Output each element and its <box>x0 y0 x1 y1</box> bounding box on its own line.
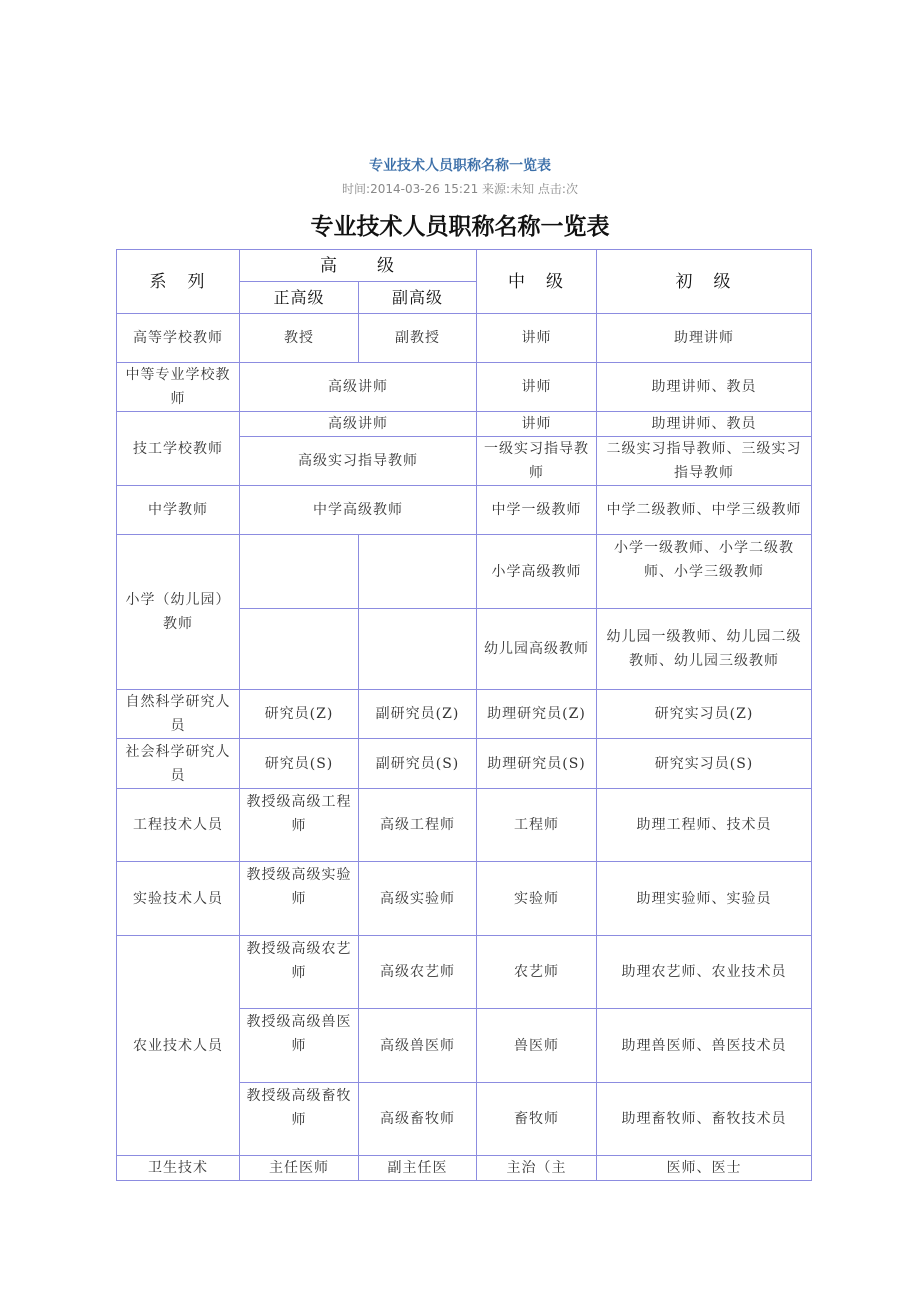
middle-cell: 一级实习指导教师 <box>477 437 597 486</box>
series-cell: 小学（幼儿园）教师 <box>117 535 240 690</box>
middle-cell: 工程师 <box>477 789 597 862</box>
full-senior-cell: 教授级高级兽医师 <box>240 1009 359 1083</box>
table-row <box>117 789 812 862</box>
series-cell: 社会科学研究人员 <box>117 739 240 789</box>
middle-cell: 助理研究员(S) <box>477 739 597 789</box>
junior-cell: 助理讲师、教员 <box>597 412 812 437</box>
series-cell: 中学教师 <box>117 486 240 535</box>
header-junior: 初 级 <box>597 250 812 314</box>
middle-cell: 实验师 <box>477 862 597 936</box>
deputy-senior-cell: 高级农艺师 <box>359 936 477 1009</box>
middle-cell: 讲师 <box>477 363 597 412</box>
series-cell: 工程技术人员 <box>117 789 240 862</box>
junior-cell: 助理兽医师、兽医技术员 <box>597 1009 812 1083</box>
junior-cell: 研究实习员(S) <box>597 739 812 789</box>
empty-cell <box>240 609 359 690</box>
junior-cell: 助理讲师、教员 <box>597 363 812 412</box>
deputy-senior-cell: 高级兽医师 <box>359 1009 477 1083</box>
full-senior-cell: 研究员(S) <box>240 739 359 789</box>
table-row <box>117 936 812 1009</box>
junior-cell: 二级实习指导教师、三级实习指导教师 <box>597 437 812 486</box>
senior-cell: 高级实习指导教师 <box>240 437 477 486</box>
empty-cell <box>359 535 477 609</box>
middle-cell: 讲师 <box>477 412 597 437</box>
header-senior: 高 级 <box>240 250 477 282</box>
middle-cell: 中学一级教师 <box>477 486 597 535</box>
junior-cell: 幼儿园一级教师、幼儿园二级教师、幼儿园三级教师 <box>597 609 812 690</box>
table-row <box>117 314 812 363</box>
header-middle: 中 级 <box>477 250 597 314</box>
senior-cell: 高级讲师 <box>240 412 477 437</box>
middle-cell: 畜牧师 <box>477 1083 597 1156</box>
table-row <box>117 535 812 609</box>
middle-cell: 讲师 <box>477 314 597 363</box>
table-row <box>117 690 812 739</box>
table-row <box>117 1156 812 1181</box>
junior-cell: 小学一级教师、小学二级教师、小学三级教师 <box>597 535 812 609</box>
series-cell: 实验技术人员 <box>117 862 240 936</box>
junior-cell: 助理畜牧师、畜牧技术员 <box>597 1083 812 1156</box>
full-senior-cell: 主任医师 <box>240 1156 359 1181</box>
junior-cell: 助理农艺师、农业技术员 <box>597 936 812 1009</box>
middle-cell: 助理研究员(Z) <box>477 690 597 739</box>
title-table <box>116 249 812 1181</box>
full-senior-cell: 教授 <box>240 314 359 363</box>
empty-cell <box>359 609 477 690</box>
deputy-senior-cell: 副研究员(Z) <box>359 690 477 739</box>
table-row <box>117 486 812 535</box>
full-senior-cell: 教授级高级农艺师 <box>240 936 359 1009</box>
header-senior-deputy: 副高级 <box>359 282 477 314</box>
series-cell: 卫生技术 <box>117 1156 240 1181</box>
deputy-senior-cell: 副教授 <box>359 314 477 363</box>
empty-cell <box>240 535 359 609</box>
junior-cell: 助理讲师 <box>597 314 812 363</box>
table-row <box>117 363 812 412</box>
series-cell: 高等学校教师 <box>117 314 240 363</box>
junior-cell: 研究实习员(Z) <box>597 690 812 739</box>
full-senior-cell: 教授级高级畜牧师 <box>240 1083 359 1156</box>
middle-cell: 农艺师 <box>477 936 597 1009</box>
table-row <box>117 739 812 789</box>
junior-cell: 医师、医士 <box>597 1156 812 1181</box>
full-senior-cell: 教授级高级工程师 <box>240 789 359 862</box>
full-senior-cell: 研究员(Z) <box>240 690 359 739</box>
page-title: 专业技术人员职称名称一览表 <box>310 214 610 240</box>
middle-cell: 幼儿园高级教师 <box>477 609 597 690</box>
senior-cell: 中学高级教师 <box>240 486 477 535</box>
series-cell: 自然科学研究人员 <box>117 690 240 739</box>
full-senior-cell: 教授级高级实验师 <box>240 862 359 936</box>
junior-cell: 助理实验师、实验员 <box>597 862 812 936</box>
article-link-title[interactable]: 专业技术人员职称名称一览表 <box>369 158 551 174</box>
article-meta: 时间:2014-03-26 15:21 来源:未知 点击:次 <box>342 182 578 196</box>
series-cell: 技工学校教师 <box>117 412 240 486</box>
table-row <box>117 412 812 437</box>
middle-cell: 小学高级教师 <box>477 535 597 609</box>
deputy-senior-cell: 高级实验师 <box>359 862 477 936</box>
middle-cell: 兽医师 <box>477 1009 597 1083</box>
header-senior-full: 正高级 <box>240 282 359 314</box>
deputy-senior-cell: 副主任医 <box>359 1156 477 1181</box>
deputy-senior-cell: 高级工程师 <box>359 789 477 862</box>
deputy-senior-cell: 高级畜牧师 <box>359 1083 477 1156</box>
senior-cell: 高级讲师 <box>240 363 477 412</box>
series-cell: 农业技术人员 <box>117 936 240 1156</box>
table-row <box>117 862 812 936</box>
header-series: 系 列 <box>117 250 240 314</box>
junior-cell: 中学二级教师、中学三级教师 <box>597 486 812 535</box>
middle-cell: 主治（主 <box>477 1156 597 1181</box>
series-cell: 中等专业学校教师 <box>117 363 240 412</box>
junior-cell: 助理工程师、技术员 <box>597 789 812 862</box>
deputy-senior-cell: 副研究员(S) <box>359 739 477 789</box>
